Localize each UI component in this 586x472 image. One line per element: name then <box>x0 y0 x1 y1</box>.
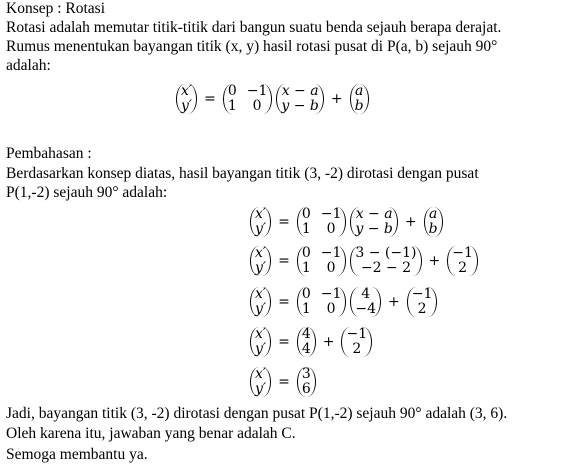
matrix-cell: 1 <box>301 301 311 317</box>
lhs-y: y′ <box>255 341 267 357</box>
matrix-cell: 0 <box>301 245 311 261</box>
product-vector <box>297 327 316 357</box>
center-vector <box>424 207 443 237</box>
lhs-y: y′ <box>255 260 267 276</box>
center-a: −1 <box>452 245 473 261</box>
center-b: 2 <box>458 260 468 276</box>
plus-sign: + <box>322 334 335 350</box>
step-lhs-vector <box>250 367 271 397</box>
solution-intro: Berdasarkan konsep diatas, hasil bayangan titik (3, -2) dirotasi dengan pusat <box>6 165 479 182</box>
equals-sign: = <box>278 374 290 390</box>
solution-step-3 <box>248 287 439 317</box>
diff-x: 4 <box>361 286 371 302</box>
matrix-cell: 1 <box>301 221 311 237</box>
result-x: 3 <box>301 366 311 382</box>
equals-sign: = <box>278 334 290 350</box>
formula-diff-y: y − b <box>281 98 319 114</box>
solution-title: Pembahasan : <box>6 145 92 162</box>
rotation-matrix <box>297 287 347 317</box>
answer-text: Oleh karena itu, jawaban yang benar adalah C. <box>6 425 296 442</box>
lhs-y: y′ <box>255 301 267 317</box>
step-lhs-vector <box>250 287 271 317</box>
result-vector <box>297 367 316 397</box>
matrix-cell: −1 <box>246 83 268 99</box>
concept-title: Konsep : Rotasi <box>6 0 106 17</box>
lhs-x: x′ <box>255 245 267 261</box>
formula-center-vector <box>350 84 369 114</box>
formula-lhs-vector <box>176 84 197 114</box>
diff-vector <box>350 207 398 237</box>
center-a: a <box>428 206 438 222</box>
center-vector <box>447 246 478 276</box>
lhs-x: x′ <box>255 326 267 342</box>
lhs-x: x′ <box>255 366 267 382</box>
diff-vector <box>350 287 381 317</box>
formula-rotation-matrix <box>223 84 273 114</box>
solution-step-5 <box>248 367 318 397</box>
rotation-formula <box>174 84 371 114</box>
center-vector <box>341 327 372 357</box>
lhs-x: x′ <box>255 286 267 302</box>
solution-step-2 <box>248 246 480 276</box>
center-b: b <box>428 221 438 237</box>
diff-x: 3 − (−1) <box>355 245 417 261</box>
lhs-y: y′ <box>255 221 267 237</box>
matrix-cell: 0 <box>301 206 311 222</box>
plus-sign: + <box>388 294 400 310</box>
equals-sign: = <box>278 294 290 310</box>
matrix-cell: 0 <box>227 83 237 99</box>
plus-sign: + <box>404 214 417 230</box>
matrix-cell: 0 <box>301 286 311 302</box>
solution-intro-end: P(1,-2) sejauh 90° adalah: <box>6 184 168 201</box>
lhs-y: y′ <box>255 381 267 397</box>
equals-sign: = <box>278 214 290 230</box>
center-b: 2 <box>417 301 427 317</box>
equals-sign: = <box>278 253 290 269</box>
step-lhs-vector <box>250 327 271 357</box>
diff-vector <box>350 246 421 276</box>
diff-x: x − a <box>355 206 393 222</box>
conclusion-text: Jadi, bayangan titik (3, -2) dirotasi dengan pusat P(1,-2) sejauh 90° adalah (3, 6). <box>6 405 508 422</box>
concept-definition: Rotasi adalah memutar titik-titik dari bangun suatu benda sejauh berapa derajat. <box>6 19 502 36</box>
diff-y: y − b <box>355 221 393 237</box>
equals-sign: = <box>204 91 216 107</box>
diff-y: −4 <box>355 301 377 317</box>
matrix-cell: 1 <box>301 260 311 276</box>
matrix-cell: 0 <box>326 301 336 317</box>
formula-center-a: a <box>354 83 364 99</box>
closing-text: Semoga membantu ya. <box>6 446 148 463</box>
formula-lhs-x: x′ <box>181 83 193 99</box>
center-a: −1 <box>411 286 433 302</box>
step-lhs-vector <box>250 207 271 237</box>
center-vector <box>407 287 438 317</box>
rotation-matrix <box>297 246 347 276</box>
concept-formula-intro-end: adalah: <box>6 57 51 74</box>
plus-sign: + <box>428 253 441 269</box>
matrix-cell: −1 <box>320 245 342 261</box>
matrix-cell: 1 <box>227 98 237 114</box>
matrix-cell: −1 <box>320 286 342 302</box>
plus-sign: + <box>330 91 343 107</box>
matrix-cell: 0 <box>326 221 336 237</box>
formula-lhs-y: y′ <box>181 98 193 114</box>
product-x: 4 <box>301 326 311 342</box>
step-lhs-vector <box>250 246 271 276</box>
diff-y: −2 − 2 <box>360 260 412 276</box>
matrix-cell: 0 <box>252 98 262 114</box>
center-b: 2 <box>352 341 362 357</box>
matrix-cell: −1 <box>320 206 342 222</box>
matrix-cell: 0 <box>326 260 336 276</box>
concept-formula-intro: Rumus menentukan bayangan titik (x, y) hasil rotasi pusat di P(a, b) sejauh 90° <box>6 38 498 55</box>
product-y: 4 <box>301 341 311 357</box>
result-y: 6 <box>301 381 311 397</box>
lhs-x: x′ <box>255 206 267 222</box>
solution-step-1 <box>248 207 445 237</box>
formula-diff-vector <box>276 84 324 114</box>
center-a: −1 <box>346 326 368 342</box>
rotation-matrix <box>297 207 347 237</box>
solution-step-4 <box>248 327 374 357</box>
formula-diff-x: x − a <box>281 83 319 99</box>
formula-center-b: b <box>354 98 364 114</box>
